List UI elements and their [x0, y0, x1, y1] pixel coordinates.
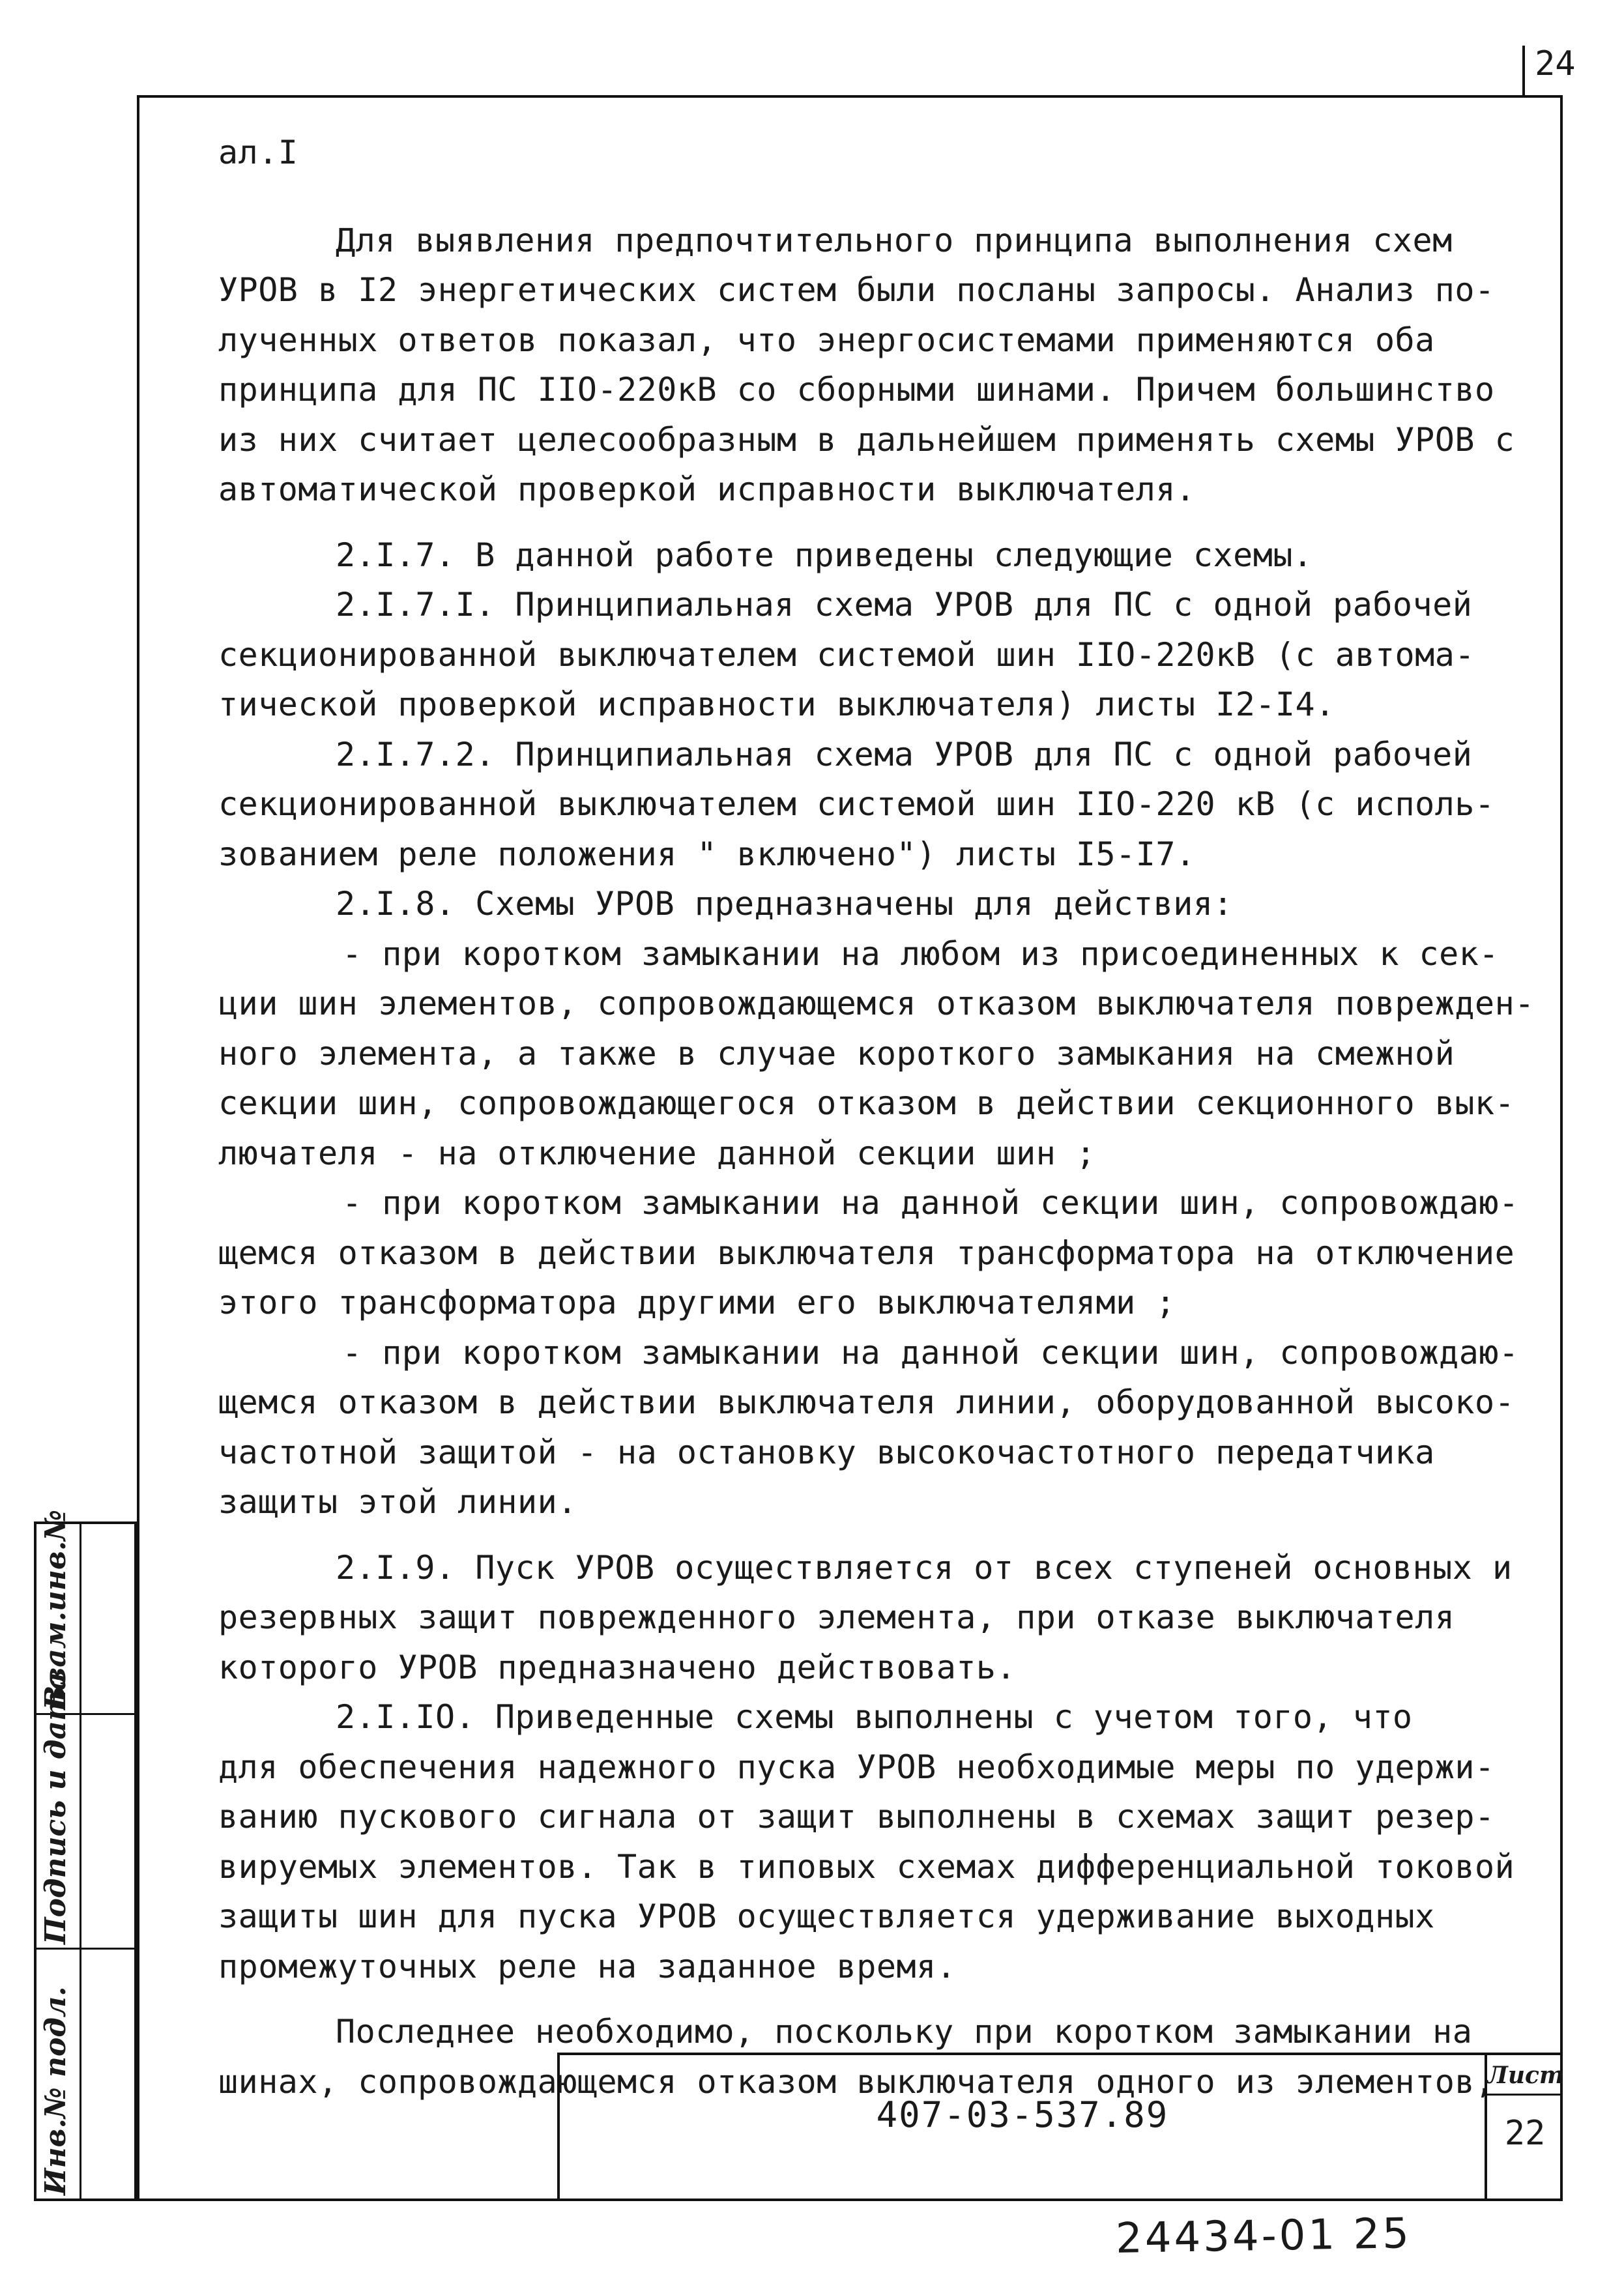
- text-line: тической проверкой исправности выключателя) листы I2-I4.: [218, 685, 1335, 723]
- text-line: Последнее необходимо, поскольку при коротком замыкании на: [336, 2013, 1473, 2051]
- text-line: зованием реле положения " включено") листы I5-I7.: [218, 835, 1196, 873]
- text-line: принципа для ПС IIO-220кВ со сборными шинами. Причем большинство: [218, 371, 1495, 409]
- side-label-podpis: Подпись и дата: [39, 1671, 72, 1944]
- text-line: 2.I.8. Схемы УРОВ предназначены для действия:: [336, 885, 1234, 923]
- text-line: секционированной выключателем системой шин IIO-220кВ (с автома-: [218, 635, 1475, 674]
- text-line: из них считает целесообразным в дальнейшем применять схемы УРОВ с: [218, 420, 1515, 459]
- text-line: вируемых элементов. Так в типовых схемах дифференциальной токовой: [218, 1847, 1515, 1886]
- top-margin-mark: [1522, 46, 1525, 98]
- text-line: щемся отказом в действии выключателя линии, оборудованной высоко-: [218, 1383, 1515, 1421]
- text-line: - при коротком замыкании на любом из присоединенных к сек-: [342, 934, 1499, 973]
- text-line: щемся отказом в действии выключателя трансформатора на отключение: [218, 1233, 1515, 1272]
- side-stamp-divider: [36, 1948, 139, 1950]
- document-code: 407-03-537.89: [876, 2094, 1169, 2135]
- text-line: защиты шин для пуска УРОВ осуществляется удерживание выходных: [218, 1897, 1435, 1935]
- text-line: 2.I.7.I. Принципиальная схема УРОВ для ПС с одной рабочей: [336, 586, 1473, 624]
- text-line: 2.I.IO. Приведенные схемы выполнены с учетом того, что: [336, 1698, 1413, 1736]
- text-line: шинах, сопровождающемся отказом выключателя одного из элементов,: [218, 2062, 1495, 2101]
- text-line: защиты этой линии.: [218, 1483, 577, 1521]
- handwritten-archive-number: 24434-01 25: [1115, 2210, 1412, 2263]
- page-number: 24: [1535, 44, 1576, 83]
- text-line: 2.I.7.2. Принципиальная схема УРОВ для ПС с одной рабочей: [336, 735, 1473, 773]
- sheet-label: Лист: [1487, 2058, 1563, 2096]
- side-label-inv-podl: Инв.№ подл.: [39, 1986, 72, 2195]
- text-line: 2.I.7. В данной работе приведены следующие схемы.: [336, 536, 1313, 574]
- text-line: УРОВ в I2 энергетических систем были посланы запросы. Анализ по-: [218, 271, 1495, 309]
- title-block: [557, 2053, 1563, 2201]
- text-line: резервных защит поврежденного элемента, при отказе выключателя: [218, 1598, 1455, 1636]
- text-line: этого трансформатора другими его выключателями ;: [218, 1284, 1176, 1321]
- text-line: для обеспечения надежного пуска УРОВ необходимые меры по удержи-: [218, 1748, 1495, 1786]
- side-stamp: [34, 1509, 137, 2201]
- text-line: секционированной выключателем системой шин IIO-220 кВ (с исполь-: [218, 785, 1495, 823]
- sheet-number: 22: [1504, 2114, 1546, 2153]
- text-line: - при коротком замыкании на данной секции шин, сопровождаю-: [342, 1184, 1519, 1222]
- text-line: автоматической проверкой исправности выключателя.: [218, 470, 1196, 508]
- side-label-vzam: Взам.инв.№: [39, 1509, 72, 1710]
- text-line: промежуточных реле на заданное время.: [218, 1947, 957, 1985]
- text-line: лученных ответов показал, что энергосистемами применяются оба: [218, 321, 1435, 359]
- text-line: Для выявления предпочтительного принципа выполнения схем: [336, 221, 1453, 259]
- section-heading: ал.I: [218, 134, 298, 171]
- text-line: лючателя - на отключение данной секции шин ;: [218, 1134, 1096, 1172]
- text-line: секции шин, сопровождающегося отказом в действии секционного вык-: [218, 1084, 1515, 1122]
- text-line: частотной защитой - на остановку высокочастотного передатчика: [218, 1433, 1435, 1471]
- text-line: ции шин элементов, сопровождающемся отказом выключателя поврежден-: [218, 985, 1535, 1022]
- text-line: 2.I.9. Пуск УРОВ осуществляется от всех ступеней основных и: [336, 1548, 1513, 1587]
- document-body: [218, 128, 1554, 2107]
- sheet-cell: [1485, 2055, 1563, 2201]
- text-line: которого УРОВ предназначено действовать.: [218, 1648, 1017, 1686]
- text-line: ванию пускового сигнала от защит выполнены в схемах защит резер-: [218, 1798, 1495, 1836]
- text-line: ного элемента, а также в случае короткого замыкания на смежной: [218, 1034, 1455, 1073]
- text-line: - при коротком замыкании на данной секции шин, сопровождаю-: [342, 1333, 1519, 1372]
